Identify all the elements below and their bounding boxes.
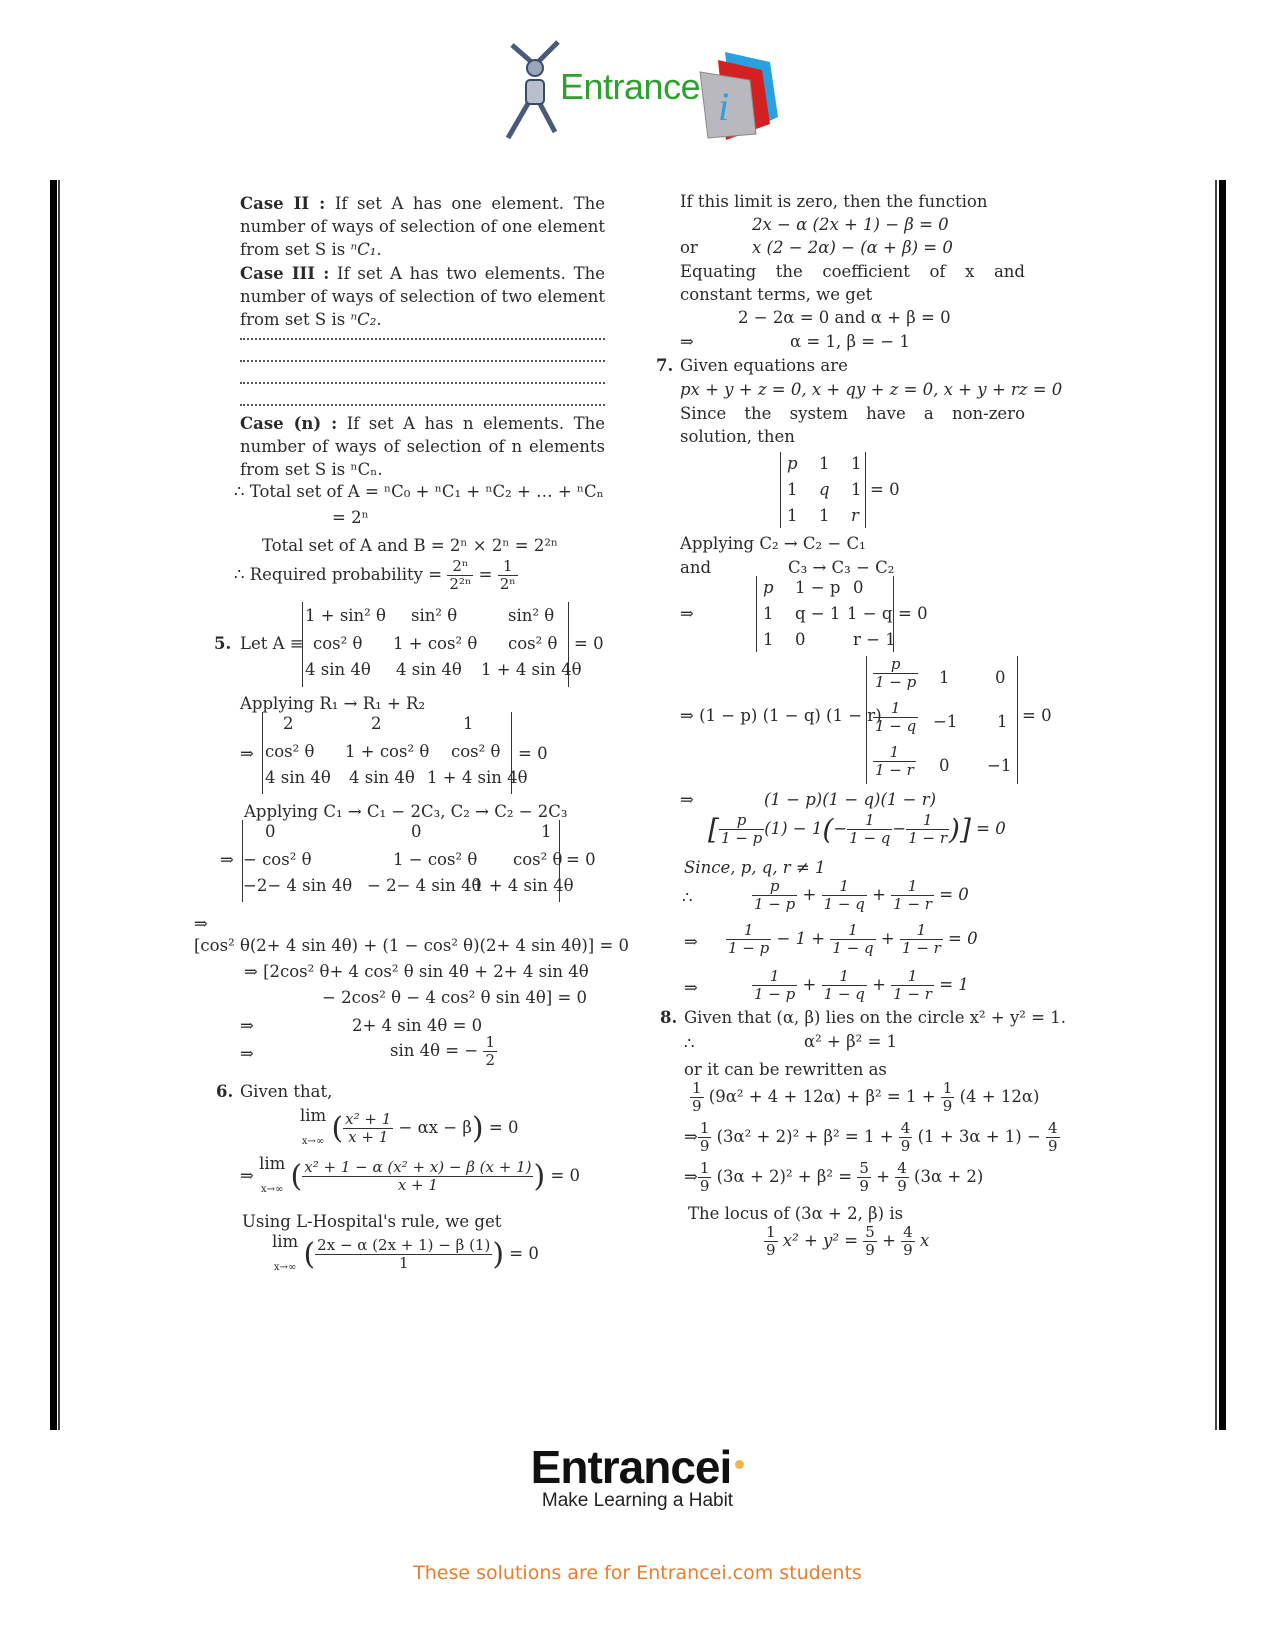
denominator: 1 [398, 1254, 409, 1272]
matrix-cell: 0 [939, 756, 950, 775]
coefficient-eq: 2 − 2α = 0 and α + β = 0 [738, 308, 951, 327]
matrix-cell: 1 − cos² θ [393, 850, 478, 869]
determinant-pqr [780, 452, 866, 528]
matrix-cell: 4 sin 4θ [349, 768, 415, 787]
lim-subscript: x→∞ [301, 1136, 325, 1147]
matrix-cell: 0 [853, 578, 864, 597]
case-n-label: Case (n) : [240, 414, 338, 433]
lim-label: lim [300, 1106, 327, 1125]
equals-zero: = 0 [870, 480, 900, 499]
limit-eq-3: lim x→∞ ( $\frac{2x - \alpha (2x + 1) - \beta (1)}{1}$ ) = 0 [272, 1232, 539, 1273]
dotted-line [240, 382, 605, 384]
matrix-cell: 0 [265, 822, 276, 841]
determinant-fractions [866, 656, 1018, 784]
case-n-paragraph [240, 412, 605, 481]
limit-zero-intro: If this limit is zero, then the function [680, 192, 988, 211]
probability-label: ∴ Required probability = [234, 565, 443, 584]
matrix-cell: p [763, 578, 774, 597]
implies-arrow: ⇒ [684, 978, 698, 997]
equals-one: = 1 [939, 975, 969, 994]
lim-label: lim [259, 1154, 286, 1173]
step-4: 2+ 4 sin 4θ = 0 [352, 1016, 483, 1035]
apply-c3: C₃ → C₃ − C₂ [788, 558, 895, 577]
alpha-beta-result: α = 1, β = − 1 [790, 332, 910, 351]
fraction [447, 558, 473, 593]
matrix-cell: 1 [851, 454, 862, 473]
determinant-3 [242, 820, 574, 902]
numerator: 1 [485, 1033, 495, 1051]
folder-info-icon [690, 42, 780, 142]
implies-arrow: ⇒ [680, 604, 694, 623]
step-1: [cos² θ(2+ 4 sin 4θ) + (1 − cos² θ)(2+ 4 sin 4θ)] = 0 [194, 936, 630, 955]
matrix-cell: q − 1 [795, 604, 841, 623]
numerator: x² + 1 − α (x² + x) − β (x + 1) [304, 1158, 532, 1176]
numerator: x² + 1 [345, 1110, 392, 1128]
limit-eq-2: ⇒ lim x→∞ ( $\frac{\text{x² + 1 − α (x² + x) − β (x + 1)}}{x + 1}$ ) = 0 [240, 1154, 581, 1195]
numerator: 2x − α (2x + 1) − β (1) [317, 1236, 491, 1254]
matrix-cell: 1 [819, 454, 830, 473]
sum-equation-3: $\frac{1}{1 - p}$ + $\frac{1}{1 - q}$ + $\frac{1}{1 - r}$ = 1 [754, 967, 969, 1003]
non-zero-solution-text: Since the system have a non-zero solution, then [680, 404, 1025, 446]
therefore-symbol: ∴ [682, 888, 693, 907]
matrix-cell: sin² θ [411, 606, 458, 625]
implies-arrow: ⇒ [240, 744, 254, 763]
tail: − αx − β [398, 1118, 472, 1137]
matrix-cell: r [851, 506, 859, 525]
lim-subscript: x→∞ [273, 1262, 297, 1273]
question-5-let: Let A ≡ [240, 634, 304, 653]
numerator: 2ⁿ [447, 558, 473, 576]
eq-tail: (4 + 12α) [959, 1087, 1040, 1106]
fraction [498, 558, 518, 593]
implies-arrow: ⇒ [240, 1016, 254, 1035]
question-6-intro: Given that, [240, 1082, 333, 1101]
equals-zero: = 0 [488, 1118, 519, 1137]
implies-arrow: ⇒ [680, 332, 694, 351]
equals-zero: = 0 [550, 1166, 581, 1185]
denominator: 2 [485, 1051, 495, 1069]
equals-zero: = 0 [574, 634, 604, 653]
question-8-number: 8. [660, 1008, 678, 1027]
implies-arrow: ⇒ [684, 1167, 698, 1186]
matrix-cell: 1 + cos² θ [345, 742, 430, 761]
sum-equation-1: $\frac{p}{1 - p}$ + $\frac{1}{1 - q}$ + $\frac{1}{1 - r}$ = 0 [754, 877, 969, 913]
l-hospital-rule: Using L-Hospital's rule, we get [242, 1212, 502, 1231]
question-7-intro: Given equations are [680, 356, 848, 375]
matrix-cell: p [787, 454, 798, 473]
denominator: x + 1 [397, 1176, 438, 1194]
total-set-a: ∴ Total set of A = ⁿC₀ + ⁿC₁ + ⁿC₂ + … + ⁿCₙ [234, 482, 604, 501]
matrix-cell: 4 sin 4θ [396, 660, 462, 679]
matrix-cell: cos² θ [451, 742, 501, 761]
matrix-cell: 0 [411, 822, 422, 841]
implies-arrow: ⇒ [240, 1044, 254, 1063]
expanded-determinant: [ $\frac{p}{1 - p}$ (1) − 1(− $\frac{1}{1 - q}$ − $\frac{1}{1 - r}$ )] = 0 [708, 811, 1006, 847]
denominator: 2²ⁿ [449, 575, 472, 593]
footer-brand-text: Entrancei [530, 1441, 732, 1493]
svg-text:i: i [718, 84, 730, 129]
determinant-2 [262, 712, 528, 794]
matrix-cell: 1 + 4 sin 4θ [481, 660, 582, 679]
orange-dot-icon [735, 1460, 744, 1469]
apply-c1-c2: Applying C₁ → C₁ − 2C₃, C₂ → C₂ − 2C₃ [244, 802, 568, 821]
total-set-a-result: = 2ⁿ [332, 508, 369, 527]
matrix-cell: −2− 4 sin 4θ [243, 876, 353, 895]
eq-tail: (1 + 3α + 1) − [917, 1127, 1047, 1146]
matrix-cell: cos² θ [313, 634, 363, 653]
denominator: x + 1 [348, 1128, 389, 1146]
matrix-cell: 1 + cos² θ [393, 634, 478, 653]
case-2-label: Case II : [240, 194, 326, 213]
case-2-paragraph [240, 192, 605, 261]
matrix-cell: cos² θ [513, 850, 563, 869]
logo-text: Entrance [560, 66, 701, 107]
entrancei-footer-logo [0, 1440, 1275, 1512]
equals-zero: = 0 [1022, 706, 1052, 725]
implies-arrow: ⇒ [240, 1166, 254, 1185]
matrix-cell: $\frac{1}{1 - q}$ [875, 699, 917, 735]
implies-arrow: ⇒ [220, 850, 234, 869]
step-3: − 2cos² θ − 4 cos² θ sin 4θ] = 0 [322, 988, 588, 1007]
required-probability: ∴ Required probability = $\frac{\text{2ⁿ}}{\text{2²ⁿ}}$ = $\frac{1}{\text{2ⁿ}}$ [234, 557, 516, 593]
matrix-cell: 1 [997, 712, 1008, 731]
since-pqr: Since, p, q, r ≠ 1 [684, 858, 826, 877]
step-2: ⇒ [2cos² θ+ 4 cos² θ sin 4θ + 2+ 4 sin 4θ [244, 962, 589, 981]
matrix-cell: cos² θ [508, 634, 558, 653]
case-3-label: Case III : [240, 264, 330, 283]
function-eq-2: x (2 − 2α) − (α + β) = 0 [752, 238, 953, 257]
matrix-cell: q [819, 480, 830, 499]
eq-body: x² + y² = [782, 1231, 864, 1250]
page-border-right [1219, 180, 1226, 1430]
matrix-cell: cos² θ [265, 742, 315, 761]
case-2-text: If set A has one element. The number of ways of selection of one element from set S is [240, 194, 605, 259]
matrix-cell: 1 [939, 668, 950, 687]
case-2-value: ⁿC₁. [350, 240, 382, 259]
matrix-cell: 1 − q [847, 604, 893, 623]
matrix-cell: −1 [933, 712, 958, 731]
rewrite-text: or it can be rewritten as [684, 1060, 887, 1079]
equals-zero: = 0 [976, 819, 1006, 838]
apply-c2: Applying C₂ → C₂ − C₁ [680, 534, 866, 553]
matrix-cell: 1 [819, 506, 830, 525]
fraction [315, 1237, 492, 1272]
eq-tail: x [919, 1231, 930, 1250]
page-border-left-inner [58, 180, 60, 1430]
equals-zero: = 0 [939, 885, 969, 904]
case-n-text: If set A has n elements. The number of ways of selection of n elements from set S is ⁿCₙ. [240, 414, 605, 479]
function-eq-1: 2x − α (2x + 1) − β = 0 [752, 215, 949, 234]
equals-zero: = 0 [518, 744, 548, 763]
page-border-left [50, 180, 57, 1430]
matrix-cell: sin² θ [508, 606, 555, 625]
matrix-cell: 1 [787, 506, 798, 525]
matrix-cell: $\frac{p}{1 - p}$ [875, 655, 917, 691]
case-3-paragraph [240, 262, 605, 331]
dotted-line [240, 360, 605, 362]
matrix-cell: 1 + 4 sin 4θ [427, 768, 528, 787]
dotted-line [240, 404, 605, 406]
matrix-cell: 1 + sin² θ [305, 606, 386, 625]
eq-tail: (3α + 2) [914, 1167, 984, 1186]
footer-note: These solutions are for Entrancei.com students [413, 1562, 862, 1584]
denominator: 2ⁿ [499, 575, 516, 593]
lim-label: lim [272, 1232, 299, 1251]
question-5-number: 5. [214, 634, 232, 653]
equals-zero: = 0 [509, 1244, 539, 1263]
matrix-cell: 4 sin 4θ [305, 660, 371, 679]
dotted-line [240, 338, 605, 340]
rewrite-equation-1: $\frac{1}{9}$ (9α² + 4 + 12α) + β² = 1 + $\frac{1}{9}$ (4 + 12α) [692, 1079, 1040, 1115]
matrix-cell: $\frac{1}{1 - r}$ [875, 743, 914, 779]
equating-text: Equating the coefficient of x and constant terms, we get [680, 262, 1025, 304]
rewrite-equation-3: ⇒ $\frac{1}{9}$ (3α + 2)² + β² = $\frac{5}{9}$ + $\frac{4}{9}$ (3α + 2) [684, 1159, 984, 1195]
footer-brand [531, 1440, 745, 1494]
step-5 [390, 1034, 497, 1069]
matrix-cell: 1 [851, 480, 862, 499]
expand-prefix: (1 − p)(1 − q)(1 − r) [764, 790, 937, 809]
circle-equation: α² + β² = 1 [804, 1032, 898, 1051]
implies-arrow: ⇒ [684, 932, 698, 951]
matrix-cell: 1 [763, 630, 774, 649]
matrix-cell: 0 [995, 668, 1006, 687]
matrix-cell: −1 [987, 756, 1012, 775]
matrix-cell: 2 [371, 714, 382, 733]
lim-subscript: x→∞ [261, 1184, 284, 1195]
matrix-cell: 1 [787, 480, 798, 499]
equals-zero: = 0 [898, 604, 928, 623]
matrix-cell: − cos² θ [243, 850, 312, 869]
eq-body: (3α + 2)² + β² = [716, 1167, 858, 1186]
case-3-text: If set A has two elements. The number of ways of selection of two element from set S is [240, 264, 605, 329]
question-8-intro: Given that (α, β) lies on the circle x² + y² = 1. [684, 1008, 1066, 1027]
implies-arrow: ⇒ [194, 914, 208, 933]
question-6-number: 6. [216, 1082, 234, 1101]
equals-zero: = 0 [566, 850, 596, 869]
total-set-ab: Total set of A and B = 2ⁿ × 2ⁿ = 2²ⁿ [262, 536, 559, 555]
matrix-cell: 1 [763, 604, 774, 623]
matrix-cell: 1 [541, 822, 552, 841]
or-label: or [680, 238, 698, 257]
matrix-cell: 2 [283, 714, 294, 733]
locus-text: The locus of (3α + 2, β) is [688, 1204, 904, 1223]
implies-arrow: ⇒ [684, 1127, 698, 1146]
implies-arrow: ⇒ [680, 790, 694, 809]
case-3-value: ⁿC₂. [350, 310, 382, 329]
entrance-logo [490, 28, 790, 148]
locus-equation: $\frac{1}{9}$ x² + y² = $\frac{5}{9}$ + $\frac{4}{9}$ x [766, 1223, 930, 1259]
rewrite-equation-2: ⇒ $\frac{1}{9}$ (3α² + 2)² + β² = 1 + $\frac{4}{9}$ (1 + 3α + 1) − $\frac{4}{9}$ [684, 1119, 1058, 1155]
matrix-cell: 0 [795, 630, 806, 649]
matrix-cell: 1 − p [795, 578, 841, 597]
step-5-text: sin 4θ = − [390, 1041, 479, 1060]
page-border-right-inner [1215, 180, 1217, 1430]
limit-eq-1: lim x→∞ ( $\frac{\text{x² + 1}}{x + 1}$ − αx − β) = 0 [300, 1106, 519, 1147]
matrix-cell: − 2− 4 sin 4θ [367, 876, 482, 895]
question-7-number: 7. [656, 356, 674, 375]
system-equations: px + y + z = 0, x + qy + z = 0, x + y + rz = 0 [680, 380, 1063, 399]
and-label: and [680, 558, 712, 577]
fraction [302, 1159, 533, 1194]
matrix-cell: 1 + 4 sin 4θ [473, 876, 574, 895]
sum-equation-2: $\frac{1}{1 - p}$ − 1 + $\frac{1}{1 - q}$ + $\frac{1}{1 - r}$ = 0 [728, 921, 978, 957]
factor-expression: ⇒ (1 − p) (1 − q) (1 − r) [680, 706, 882, 725]
numerator: 1 [498, 558, 518, 576]
eq-body: (3α² + 2)² + β² = 1 + [716, 1127, 899, 1146]
eq-body: (9α² + 4 + 12α) + β² = 1 + [708, 1087, 941, 1106]
matrix-cell: 4 sin 4θ [265, 768, 331, 787]
determinant-pqr-2 [756, 576, 894, 652]
determinant-a [302, 602, 582, 687]
matrix-cell: r − 1 [853, 630, 896, 649]
matrix-cell: 1 [463, 714, 474, 733]
fraction [343, 1111, 393, 1146]
footer-tagline: Make Learning a Habit [541, 1490, 734, 1511]
fraction [483, 1034, 497, 1069]
equals-zero: = 0 [948, 929, 978, 948]
therefore-symbol: ∴ [684, 1034, 695, 1053]
apply-r1: Applying R₁ → R₁ + R₂ [240, 694, 426, 713]
